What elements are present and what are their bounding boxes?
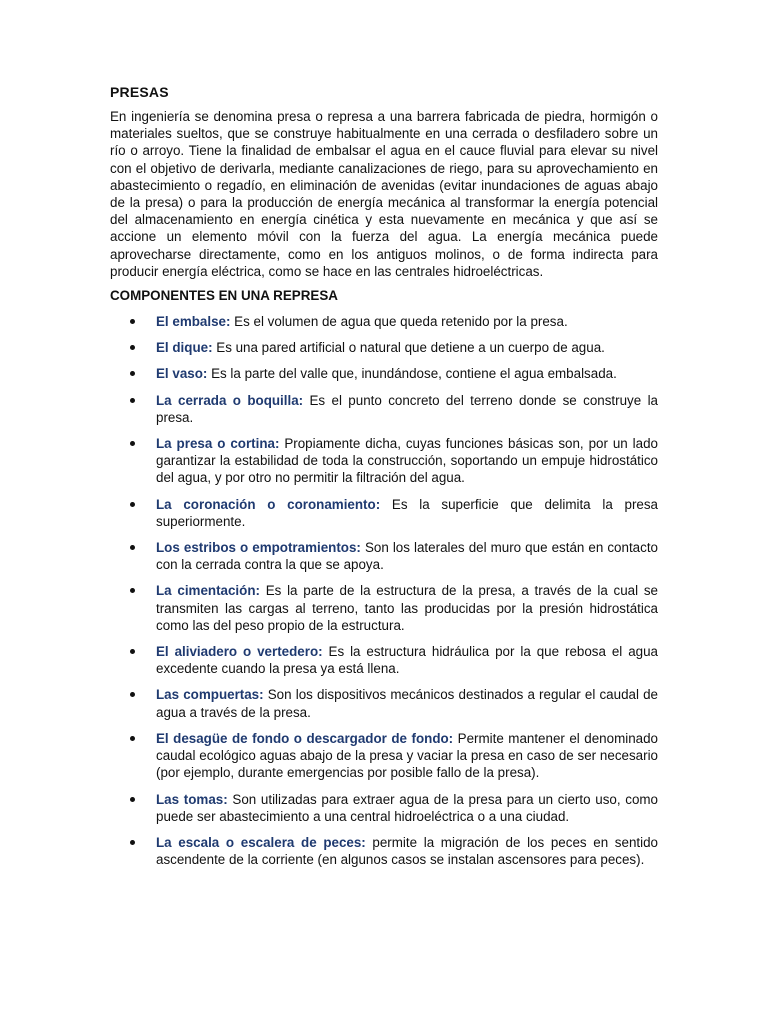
item-text: Son los dispositivos mecánicos destinados a regular el caudal de agua a través de la presa.: [156, 687, 658, 720]
bullet-icon: [130, 441, 135, 446]
item-term: La cerrada o boquilla:: [156, 392, 304, 408]
item-text: Es la estructura hidráulica por la que rebosa el agua excedente cuando la presa ya está llena.: [156, 644, 658, 677]
item-text: Es una pared artificial o natural que detiene a un cuerpo de agua.: [212, 340, 605, 356]
bullet-icon: [130, 797, 135, 802]
list-item: [110, 365, 658, 382]
item-term: El vaso:: [156, 366, 208, 382]
intro-paragraph: En ingeniería se denomina presa o represa a una barrera fabricada de piedra, hormigón o materiales sueltos, que se construye habitualmente en una cerrada o desfiladero sobre un río o arroyo. Tiene la finalidad de embalsar el agua en el cauce fluvial para elevar su nivel con el objetivo de derivarla, mediante canalizaciones de riego, para su aprovechamiento en abastecimiento o regadío, en eliminación de avenidas (evitar inundaciones de aguas abajo de la presa) o para la producción de energía mecánica al transformar la energía potencial del almacenamiento en energía cinética y esta nuevamente en mecánica y que así se accione un elemento móvil con la fuerza del agua. La energía mecánica puede aprovecharse directamente, como en los antiguos molinos, o de forma indirecta para producir energía eléctrica, como se hace en las centrales hidroeléctricas.: [110, 109, 658, 279]
bullet-icon: [130, 398, 135, 403]
item-text: Es la superficie que delimita la presa superiormente.: [156, 496, 658, 529]
item-text: Es la parte de la estructura de la presa, a través de la cual se transmiten las cargas al terreno, tanto las producidas por la presión hidrostática como las del peso propio de la estructura.: [156, 583, 658, 633]
document-content: [110, 84, 658, 877]
list-item: [110, 686, 658, 720]
item-term: La coronación o coronamiento:: [156, 496, 381, 512]
item-text: Son utilizadas para extraer agua de la presa para un cierto uso, como puede ser abastecimiento a una central hidroeléctrica o a una ciudad.: [156, 791, 658, 824]
list-item: [110, 582, 658, 634]
bullet-icon: [130, 345, 135, 350]
components-list: [110, 313, 658, 868]
section-heading: COMPONENTES EN UNA REPRESA: [110, 288, 338, 304]
item-text: Es la parte del valle que, inundándose, contiene el agua embalsada.: [207, 366, 617, 382]
document-title: PRESAS: [110, 84, 169, 100]
item-term: El dique:: [156, 340, 213, 356]
item-term: La presa o cortina:: [156, 436, 280, 452]
item-term: El desagüe de fondo o descargador de fondo:: [156, 730, 454, 746]
item-text: Permite mantener el denominado caudal ecológico aguas abajo de la presa y vaciar la presa en caso de ser necesario (por ejemplo, durante emergencias por posible fallo de la presa).: [156, 730, 658, 781]
item-term: La cimentación:: [156, 583, 260, 599]
list-item: [110, 339, 658, 356]
bullet-icon: [130, 649, 135, 654]
item-term: Las compuertas:: [156, 687, 264, 703]
item-text: Propiamente dicha, cuyas funciones básicas son, por un lado garantizar la estabilidad de toda la construcción, soportando un empuje hidrostático del agua, y por otro no permitir la filtración del agua.: [156, 436, 658, 486]
item-text: Son los laterales del muro que están en contacto con la cerrada contra la que se apoya.: [156, 540, 658, 573]
list-item: [110, 643, 658, 677]
item-term: El aliviadero o vertedero:: [156, 644, 323, 660]
list-item: [110, 496, 658, 530]
bullet-icon: [130, 371, 135, 376]
list-item: [110, 392, 658, 426]
list-item: [110, 730, 658, 782]
item-text: permite la migración de los peces en sentido ascendente de la corriente (en algunos casos se instalan ascensores para peces).: [156, 834, 658, 868]
item-text: Es el punto concreto del terreno donde se construye la presa.: [156, 392, 658, 425]
bullet-icon: [130, 319, 135, 324]
item-term: Los estribos o empotramientos:: [156, 540, 361, 556]
list-item: [110, 435, 658, 487]
item-term: La escala o escalera de peces:: [156, 834, 366, 850]
list-item: [110, 313, 658, 330]
list-item: [110, 834, 658, 868]
bullet-icon: [130, 502, 135, 507]
item-term: El embalse:: [156, 314, 231, 330]
list-item: [110, 791, 658, 825]
item-text: Es el volumen de agua que queda retenido por la presa.: [230, 314, 568, 330]
item-term: Las tomas:: [156, 791, 228, 807]
bullet-icon: [130, 840, 135, 845]
list-item: [110, 539, 658, 573]
bullet-icon: [130, 692, 135, 697]
bullet-icon: [130, 736, 135, 741]
bullet-icon: [130, 588, 135, 593]
bullet-icon: [130, 545, 135, 550]
